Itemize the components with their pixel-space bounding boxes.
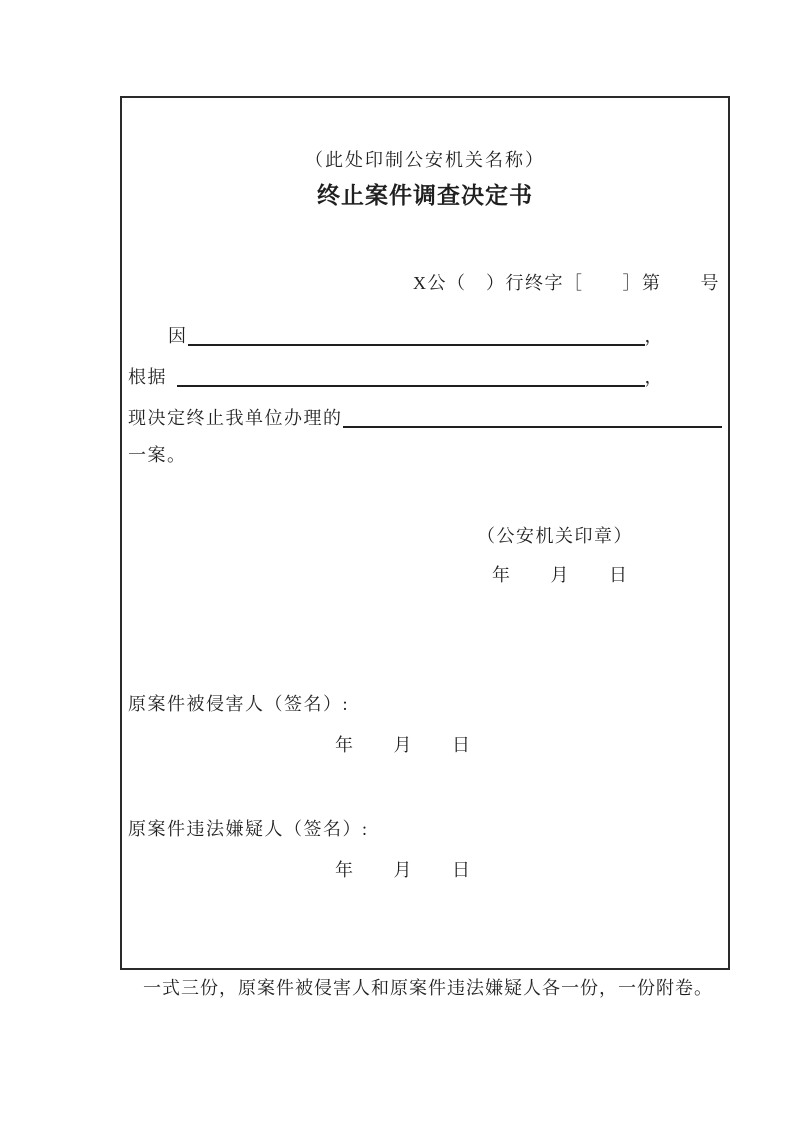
reason-comma: ，	[644, 326, 664, 346]
decision-line	[128, 406, 722, 430]
case-suffix: 一案。	[128, 445, 187, 465]
doc-number-line: X公（ ）行终字［ ］第 号	[413, 273, 720, 293]
suspect-signature-label: 原案件违法嫌疑人（签名）:	[128, 819, 369, 839]
seal-placeholder: （公安机关印章）	[477, 526, 633, 546]
copies-footnote: 一式三份，原案件被侵害人和原案件违法嫌疑人各一份，一份附卷。	[143, 978, 713, 998]
victim-signature-label: 原案件被侵害人（签名）:	[128, 694, 349, 714]
decision-blank	[343, 426, 723, 428]
basis-label: 根据	[128, 367, 167, 387]
basis-line	[128, 365, 664, 389]
decision-prefix: 现决定终止我单位办理的	[128, 408, 343, 428]
document-title: 终止案件调查决定书	[317, 183, 533, 209]
reason-line	[128, 324, 664, 348]
basis-blank	[177, 385, 645, 387]
form-border	[120, 96, 730, 970]
seal-date-line: 年 月 日	[492, 565, 629, 585]
issuer-placeholder: （此处印制公安机关名称）	[305, 150, 545, 170]
reason-blank	[188, 344, 645, 346]
basis-comma: ，	[644, 367, 664, 387]
reason-label: 因	[168, 326, 188, 346]
victim-signature-date-line: 年 月 日	[335, 735, 472, 755]
suspect-signature-date-line: 年 月 日	[335, 860, 472, 880]
